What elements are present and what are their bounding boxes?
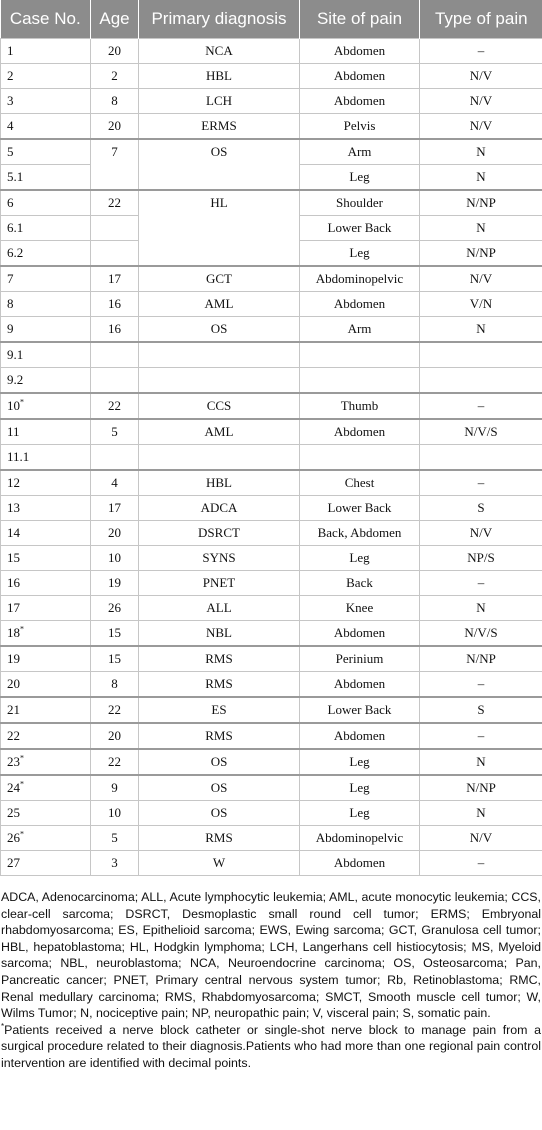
type-of-pain-cell: NP/S <box>420 546 542 571</box>
site-of-pain-cell: Pelvis <box>300 114 420 140</box>
case-no-cell <box>1 646 91 672</box>
site-of-pain-cell: Abdomen <box>300 39 420 64</box>
age-cell: 22 <box>91 697 139 723</box>
case-no-text: 26 <box>7 830 20 845</box>
age-cell: 16 <box>91 292 139 317</box>
case-no-text: 19 <box>7 651 20 666</box>
primary-diagnosis-cell: ALL <box>139 596 300 621</box>
age-cell: 20 <box>91 39 139 64</box>
age-cell: 15 <box>91 621 139 647</box>
primary-diagnosis-cell: RMS <box>139 672 300 698</box>
case-no-text: 10 <box>7 398 20 413</box>
type-of-pain-cell: N/NP <box>420 646 542 672</box>
nerve-block-marker: * <box>20 829 24 839</box>
site-of-pain-cell: Abdomen <box>300 64 420 89</box>
table-row <box>1 646 542 672</box>
primary-diagnosis-cell <box>139 368 300 394</box>
site-of-pain-cell: Leg <box>300 801 420 826</box>
primary-diagnosis-cell: OS <box>139 139 300 190</box>
case-no-text: 9.2 <box>7 372 24 387</box>
case-no-cell <box>1 266 91 292</box>
type-of-pain-cell <box>420 445 542 471</box>
case-no-cell <box>1 470 91 496</box>
abbreviations-note: ADCA, Adenocarcinoma; ALL, Acute lymphocytic leukemia; AML, acute monocytic leukemia; CCS, clear-cell sarcoma; DSRCT, Desmoplastic small round cell tumor; ERMS; Embryonal rhabdomyosarcoma; ES, Epithelioid sarcoma; EWS, Ewing sarcoma; GCT, Granulosa cell tumor; HBL, hepatoblastoma; HL, Hodgkin lymphoma; LCH, Langerhans cell histiocytosis; MS, Myeloid sarcoma; NBL, neuroblastoma; NCA, Neuroendocrine carcinoma; OS, Osteosarcoma; Pan, Pancreatic cancer; PNET, Primary central nervous system tumor; Rb, Retinoblastoma; RMC, Renal medullary carcinoma; RMS, Rhabdomyosarcoma; SMCT, Smooth muscle cell tumor; W, Wilms Tumor; N, nociceptive pain; NP, neuropathic pain; V, visceral pain; S, somatic pain. <box>1 890 541 1021</box>
type-of-pain-cell <box>420 342 542 368</box>
primary-diagnosis-cell: DSRCT <box>139 521 300 546</box>
primary-diagnosis-cell: HBL <box>139 64 300 89</box>
type-of-pain-cell: N <box>420 596 542 621</box>
age-cell: 2 <box>91 64 139 89</box>
case-no-cell <box>1 621 91 647</box>
case-no-text: 20 <box>7 676 20 691</box>
case-no-cell <box>1 546 91 571</box>
site-of-pain-cell: Leg <box>300 546 420 571</box>
type-of-pain-cell: N <box>420 139 542 165</box>
case-no-cell <box>1 749 91 775</box>
case-no-cell <box>1 241 91 267</box>
case-no-cell <box>1 775 91 801</box>
type-of-pain-cell: N/V/S <box>420 621 542 647</box>
primary-diagnosis-cell <box>139 445 300 471</box>
primary-diagnosis-cell: LCH <box>139 89 300 114</box>
site-of-pain-cell: Arm <box>300 317 420 343</box>
type-of-pain-cell: N/NP <box>420 190 542 216</box>
site-of-pain-cell: Leg <box>300 241 420 267</box>
site-of-pain-cell: Lower Back <box>300 697 420 723</box>
age-cell: 3 <box>91 851 139 876</box>
site-of-pain-cell: Thumb <box>300 393 420 419</box>
type-of-pain-cell: N/V <box>420 89 542 114</box>
header-age: Age <box>91 0 139 39</box>
type-of-pain-cell: – <box>420 851 542 876</box>
table-row <box>1 546 542 571</box>
age-cell: 17 <box>91 496 139 521</box>
type-of-pain-cell: N <box>420 749 542 775</box>
primary-diagnosis-cell: OS <box>139 801 300 826</box>
nerve-block-marker: * <box>20 624 24 634</box>
table-notes <box>0 876 542 1072</box>
table-row <box>1 393 542 419</box>
primary-diagnosis-cell: GCT <box>139 266 300 292</box>
case-no-text: 2 <box>7 68 14 83</box>
case-no-cell <box>1 571 91 596</box>
primary-diagnosis-cell: RMS <box>139 646 300 672</box>
type-of-pain-cell: S <box>420 496 542 521</box>
case-no-text: 21 <box>7 702 20 717</box>
case-no-text: 6.1 <box>7 220 24 235</box>
case-no-cell <box>1 292 91 317</box>
case-no-text: 5.1 <box>7 169 24 184</box>
site-of-pain-cell: Back, Abdomen <box>300 521 420 546</box>
case-no-text: 18 <box>7 625 20 640</box>
table-row <box>1 801 542 826</box>
table-row <box>1 749 542 775</box>
case-no-cell <box>1 672 91 698</box>
table-row <box>1 775 542 801</box>
table-row <box>1 496 542 521</box>
type-of-pain-cell <box>420 368 542 394</box>
case-no-text: 9 <box>7 321 14 336</box>
age-cell: 22 <box>91 393 139 419</box>
type-of-pain-cell: – <box>420 39 542 64</box>
header-primary-diagnosis: Primary diagnosis <box>139 0 300 39</box>
nerve-block-marker: * <box>20 753 24 763</box>
site-of-pain-cell: Abdominopelvic <box>300 826 420 851</box>
type-of-pain-cell: – <box>420 723 542 749</box>
table-row <box>1 697 542 723</box>
site-of-pain-cell: Abdomen <box>300 89 420 114</box>
primary-diagnosis-cell: W <box>139 851 300 876</box>
type-of-pain-cell: V/N <box>420 292 542 317</box>
case-no-text: 27 <box>7 855 20 870</box>
case-no-text: 8 <box>7 296 14 311</box>
case-no-text: 4 <box>7 118 14 133</box>
type-of-pain-cell: S <box>420 697 542 723</box>
table-row <box>1 292 542 317</box>
case-no-text: 13 <box>7 500 20 515</box>
case-no-text: 3 <box>7 93 14 108</box>
type-of-pain-cell: – <box>420 672 542 698</box>
age-cell: 17 <box>91 266 139 292</box>
table-row <box>1 342 542 368</box>
type-of-pain-cell: N <box>420 216 542 241</box>
table-row <box>1 368 542 394</box>
case-no-cell <box>1 368 91 394</box>
primary-diagnosis-cell: HL <box>139 190 300 266</box>
type-of-pain-cell: N/V <box>420 521 542 546</box>
site-of-pain-cell: Abdomen <box>300 419 420 445</box>
asterisk-footnote <box>1 1022 541 1072</box>
table-row <box>1 723 542 749</box>
age-cell: 15 <box>91 646 139 672</box>
case-no-cell <box>1 89 91 114</box>
age-cell: 8 <box>91 672 139 698</box>
type-of-pain-cell: N <box>420 801 542 826</box>
age-cell: 22 <box>91 749 139 775</box>
case-no-cell <box>1 419 91 445</box>
site-of-pain-cell: Abdominopelvic <box>300 266 420 292</box>
case-no-text: 24 <box>7 780 20 795</box>
case-no-cell <box>1 801 91 826</box>
primary-diagnosis-cell: RMS <box>139 723 300 749</box>
case-no-cell <box>1 521 91 546</box>
site-of-pain-cell <box>300 342 420 368</box>
footnote-text: Patients received a nerve block catheter or single-shot nerve block to manage pain from a surgical procedure related to their diagnosis.Patients who had more than one regional pain control intervention are identified with decimal points. <box>1 1022 541 1070</box>
primary-diagnosis-cell: OS <box>139 749 300 775</box>
case-no-cell <box>1 190 91 216</box>
primary-diagnosis-cell: OS <box>139 775 300 801</box>
age-cell: 4 <box>91 470 139 496</box>
site-of-pain-cell: Abdomen <box>300 851 420 876</box>
table-row <box>1 266 542 292</box>
type-of-pain-cell: N/V <box>420 826 542 851</box>
age-cell: 5 <box>91 419 139 445</box>
case-no-cell <box>1 342 91 368</box>
nerve-block-marker: * <box>20 397 24 407</box>
table-row <box>1 571 542 596</box>
case-no-text: 14 <box>7 525 20 540</box>
case-no-text: 15 <box>7 550 20 565</box>
site-of-pain-cell: Shoulder <box>300 190 420 216</box>
age-cell: 10 <box>91 546 139 571</box>
table-row <box>1 114 542 140</box>
type-of-pain-cell: N/NP <box>420 241 542 267</box>
age-cell <box>91 342 139 368</box>
primary-diagnosis-cell: OS <box>139 317 300 343</box>
primary-diagnosis-cell: PNET <box>139 571 300 596</box>
case-no-text: 12 <box>7 475 20 490</box>
table-row <box>1 521 542 546</box>
primary-diagnosis-cell: ERMS <box>139 114 300 140</box>
header-type-of-pain: Type of pain <box>420 0 542 39</box>
table-body <box>1 39 542 876</box>
case-no-text: 11 <box>7 424 20 439</box>
case-no-cell <box>1 114 91 140</box>
case-no-cell <box>1 851 91 876</box>
case-no-cell <box>1 445 91 471</box>
case-no-text: 9.1 <box>7 347 24 362</box>
table-row <box>1 596 542 621</box>
table-row <box>1 64 542 89</box>
site-of-pain-cell: Arm <box>300 139 420 165</box>
primary-diagnosis-cell: SYNS <box>139 546 300 571</box>
site-of-pain-cell <box>300 368 420 394</box>
site-of-pain-cell: Perinium <box>300 646 420 672</box>
nerve-block-marker: * <box>20 779 24 789</box>
table-row <box>1 89 542 114</box>
type-of-pain-cell: N <box>420 317 542 343</box>
table-row <box>1 672 542 698</box>
type-of-pain-cell: – <box>420 393 542 419</box>
case-no-text: 16 <box>7 575 20 590</box>
table-row <box>1 826 542 851</box>
table-row <box>1 621 542 647</box>
site-of-pain-cell: Leg <box>300 749 420 775</box>
primary-diagnosis-cell: RMS <box>139 826 300 851</box>
footnote-marker: * <box>1 1021 5 1031</box>
case-no-cell <box>1 216 91 241</box>
primary-diagnosis-cell <box>139 342 300 368</box>
age-cell: 20 <box>91 114 139 140</box>
site-of-pain-cell: Chest <box>300 470 420 496</box>
case-no-cell <box>1 826 91 851</box>
case-no-text: 11.1 <box>7 449 30 464</box>
table-row <box>1 445 542 471</box>
primary-diagnosis-cell: AML <box>139 419 300 445</box>
type-of-pain-cell: N/V <box>420 64 542 89</box>
site-of-pain-cell <box>300 445 420 471</box>
table-row <box>1 190 542 216</box>
site-of-pain-cell: Lower Back <box>300 216 420 241</box>
case-no-cell <box>1 39 91 64</box>
site-of-pain-cell: Abdomen <box>300 621 420 647</box>
case-no-text: 5 <box>7 144 14 159</box>
primary-diagnosis-cell: NCA <box>139 39 300 64</box>
primary-diagnosis-cell: HBL <box>139 470 300 496</box>
site-of-pain-cell: Abdomen <box>300 723 420 749</box>
case-no-cell <box>1 697 91 723</box>
age-cell: 22 <box>91 190 139 216</box>
age-cell: 20 <box>91 723 139 749</box>
age-cell: 26 <box>91 596 139 621</box>
type-of-pain-cell: – <box>420 571 542 596</box>
age-cell <box>91 445 139 471</box>
table-row <box>1 851 542 876</box>
site-of-pain-cell: Leg <box>300 165 420 191</box>
case-no-cell <box>1 64 91 89</box>
site-of-pain-cell: Knee <box>300 596 420 621</box>
age-cell: 16 <box>91 317 139 343</box>
type-of-pain-cell: N/V/S <box>420 419 542 445</box>
age-cell: 19 <box>91 571 139 596</box>
primary-diagnosis-cell: AML <box>139 292 300 317</box>
case-no-text: 6.2 <box>7 245 24 260</box>
type-of-pain-cell: N/V <box>420 266 542 292</box>
age-cell <box>91 241 139 267</box>
site-of-pain-cell: Abdomen <box>300 672 420 698</box>
table-row <box>1 139 542 165</box>
case-no-cell <box>1 723 91 749</box>
age-cell: 7 <box>91 139 139 190</box>
type-of-pain-cell: N/V <box>420 114 542 140</box>
primary-diagnosis-cell: CCS <box>139 393 300 419</box>
type-of-pain-cell: – <box>420 470 542 496</box>
table-row <box>1 317 542 343</box>
case-no-text: 22 <box>7 728 20 743</box>
case-no-text: 17 <box>7 600 20 615</box>
case-no-text: 7 <box>7 271 14 286</box>
primary-diagnosis-cell: ES <box>139 697 300 723</box>
header-case-no: Case No. <box>1 0 91 39</box>
site-of-pain-cell: Back <box>300 571 420 596</box>
case-no-cell <box>1 165 91 191</box>
age-cell: 5 <box>91 826 139 851</box>
type-of-pain-cell: N/NP <box>420 775 542 801</box>
site-of-pain-cell: Leg <box>300 775 420 801</box>
age-cell: 20 <box>91 521 139 546</box>
table-row <box>1 39 542 64</box>
primary-diagnosis-cell: NBL <box>139 621 300 647</box>
case-no-cell <box>1 317 91 343</box>
case-no-cell <box>1 596 91 621</box>
table-header-row <box>1 0 542 39</box>
case-no-cell <box>1 139 91 165</box>
case-no-cell <box>1 496 91 521</box>
case-no-text: 23 <box>7 754 20 769</box>
case-no-text: 25 <box>7 805 20 820</box>
age-cell <box>91 216 139 241</box>
case-no-text: 1 <box>7 43 14 58</box>
type-of-pain-cell: N <box>420 165 542 191</box>
case-no-text: 6 <box>7 195 14 210</box>
age-cell: 8 <box>91 89 139 114</box>
table-row <box>1 419 542 445</box>
header-site-of-pain: Site of pain <box>300 0 420 39</box>
case-no-cell <box>1 393 91 419</box>
table-row <box>1 470 542 496</box>
age-cell: 9 <box>91 775 139 801</box>
primary-diagnosis-cell: ADCA <box>139 496 300 521</box>
site-of-pain-cell: Lower Back <box>300 496 420 521</box>
age-cell: 10 <box>91 801 139 826</box>
site-of-pain-cell: Abdomen <box>300 292 420 317</box>
age-cell <box>91 368 139 394</box>
